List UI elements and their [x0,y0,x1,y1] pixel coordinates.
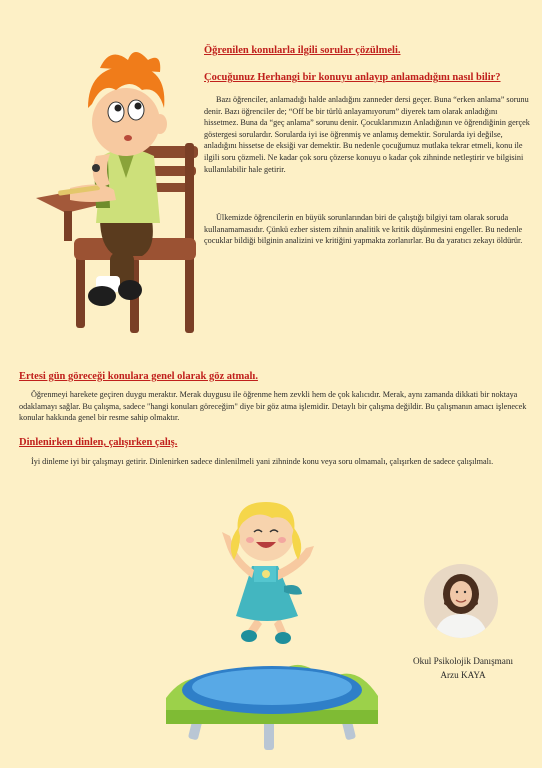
signature-name: Arzu KAYA [440,670,486,680]
heading-rest-and-study: Dinlenirken dinlen, çalışırken çalış. [19,437,178,448]
heading-solve-questions: Öğrenilen konularla ilgili sorular çözülmeli. [204,45,401,56]
thinking-boy-illustration [30,38,205,338]
heading-how-child-knows: Çocuğunuz Herhangi bir konuyu anlayıp anlamadığını nasıl bilir? [204,72,501,83]
girl-trampoline-illustration [160,488,385,763]
paragraph-memorization: Ülkemizde öğrencilerin en büyük sorunlarından biri de çalıştığı bilgiyi tam olarak soruda kullanamamasıdır. Çünkü ezber sistem zihnin analitik ve kritik düşünmesini engeller. Bu nedenle çocuklar bildiği bilginin analizini ve kritiğini yapmakta zorlanırlar. Bu da yaratıcı zekayı öldürür. [204,213,523,246]
paragraph-understanding: Bazı öğrenciler, anlamadığı halde anladığını zanneder dersi geçer. Buna “erken anlama” sorunu denir. Bazı öğrenciler de; “Off be bir türlü anlayamıyorum” diyerek tam olarak anladığını hissetmez. Buna da “geç anlama” sorunu denir. Çocuklarımızın Anladığının ve öğrendiğinin gerçek göstergesi sorulardır. Sorularda iyi ise öğrenmiş ve anlamış demektir. Sorularda iyi değilse, anladığını hissetse de eksiği var demektir. Bu nedenle çocuğumuz mutlaka tekrar etmeli, konu ile ilgili soru çözmeli. Ne kadar çok soru çözerse konuyu o kadar çok zihninde netleştirir ve bilgisini kullanılabilir hale getirir. [204,95,530,174]
paragraph-curiosity: Öğrenmeyi harekete geçiren duygu meraktır. Merak duygusu ile öğrenme hem zevkli hem de çok kalıcıdır. Merak, aynı zamanda dikkati bir noktaya odaklamayı sağlar. Bu çalışma, sadece "hangi konuları göreceğim" diye bir göz atma işlemidir. Detaylı bir çalışma değildir. Bu çalışmanın amacı işlenecek konular hakkında genel bir resme sahip olmaktır. [19,390,527,423]
signature-title: Okul Psikolojik Danışmanı [412,656,514,666]
signature-block [398,654,528,682]
counselor-photo [424,564,498,638]
heading-preview-topics: Ertesi gün göreceği konulara genel olarak göz atmalı. [19,371,258,382]
paragraph-rest: İyi dinleme iyi bir çalışmayı getirir. Dinlenirken sadece dinlenilmeli yani zihninde konu veya soru olmamalı, çalışırken de sadece çalışılmalı. [31,457,494,466]
